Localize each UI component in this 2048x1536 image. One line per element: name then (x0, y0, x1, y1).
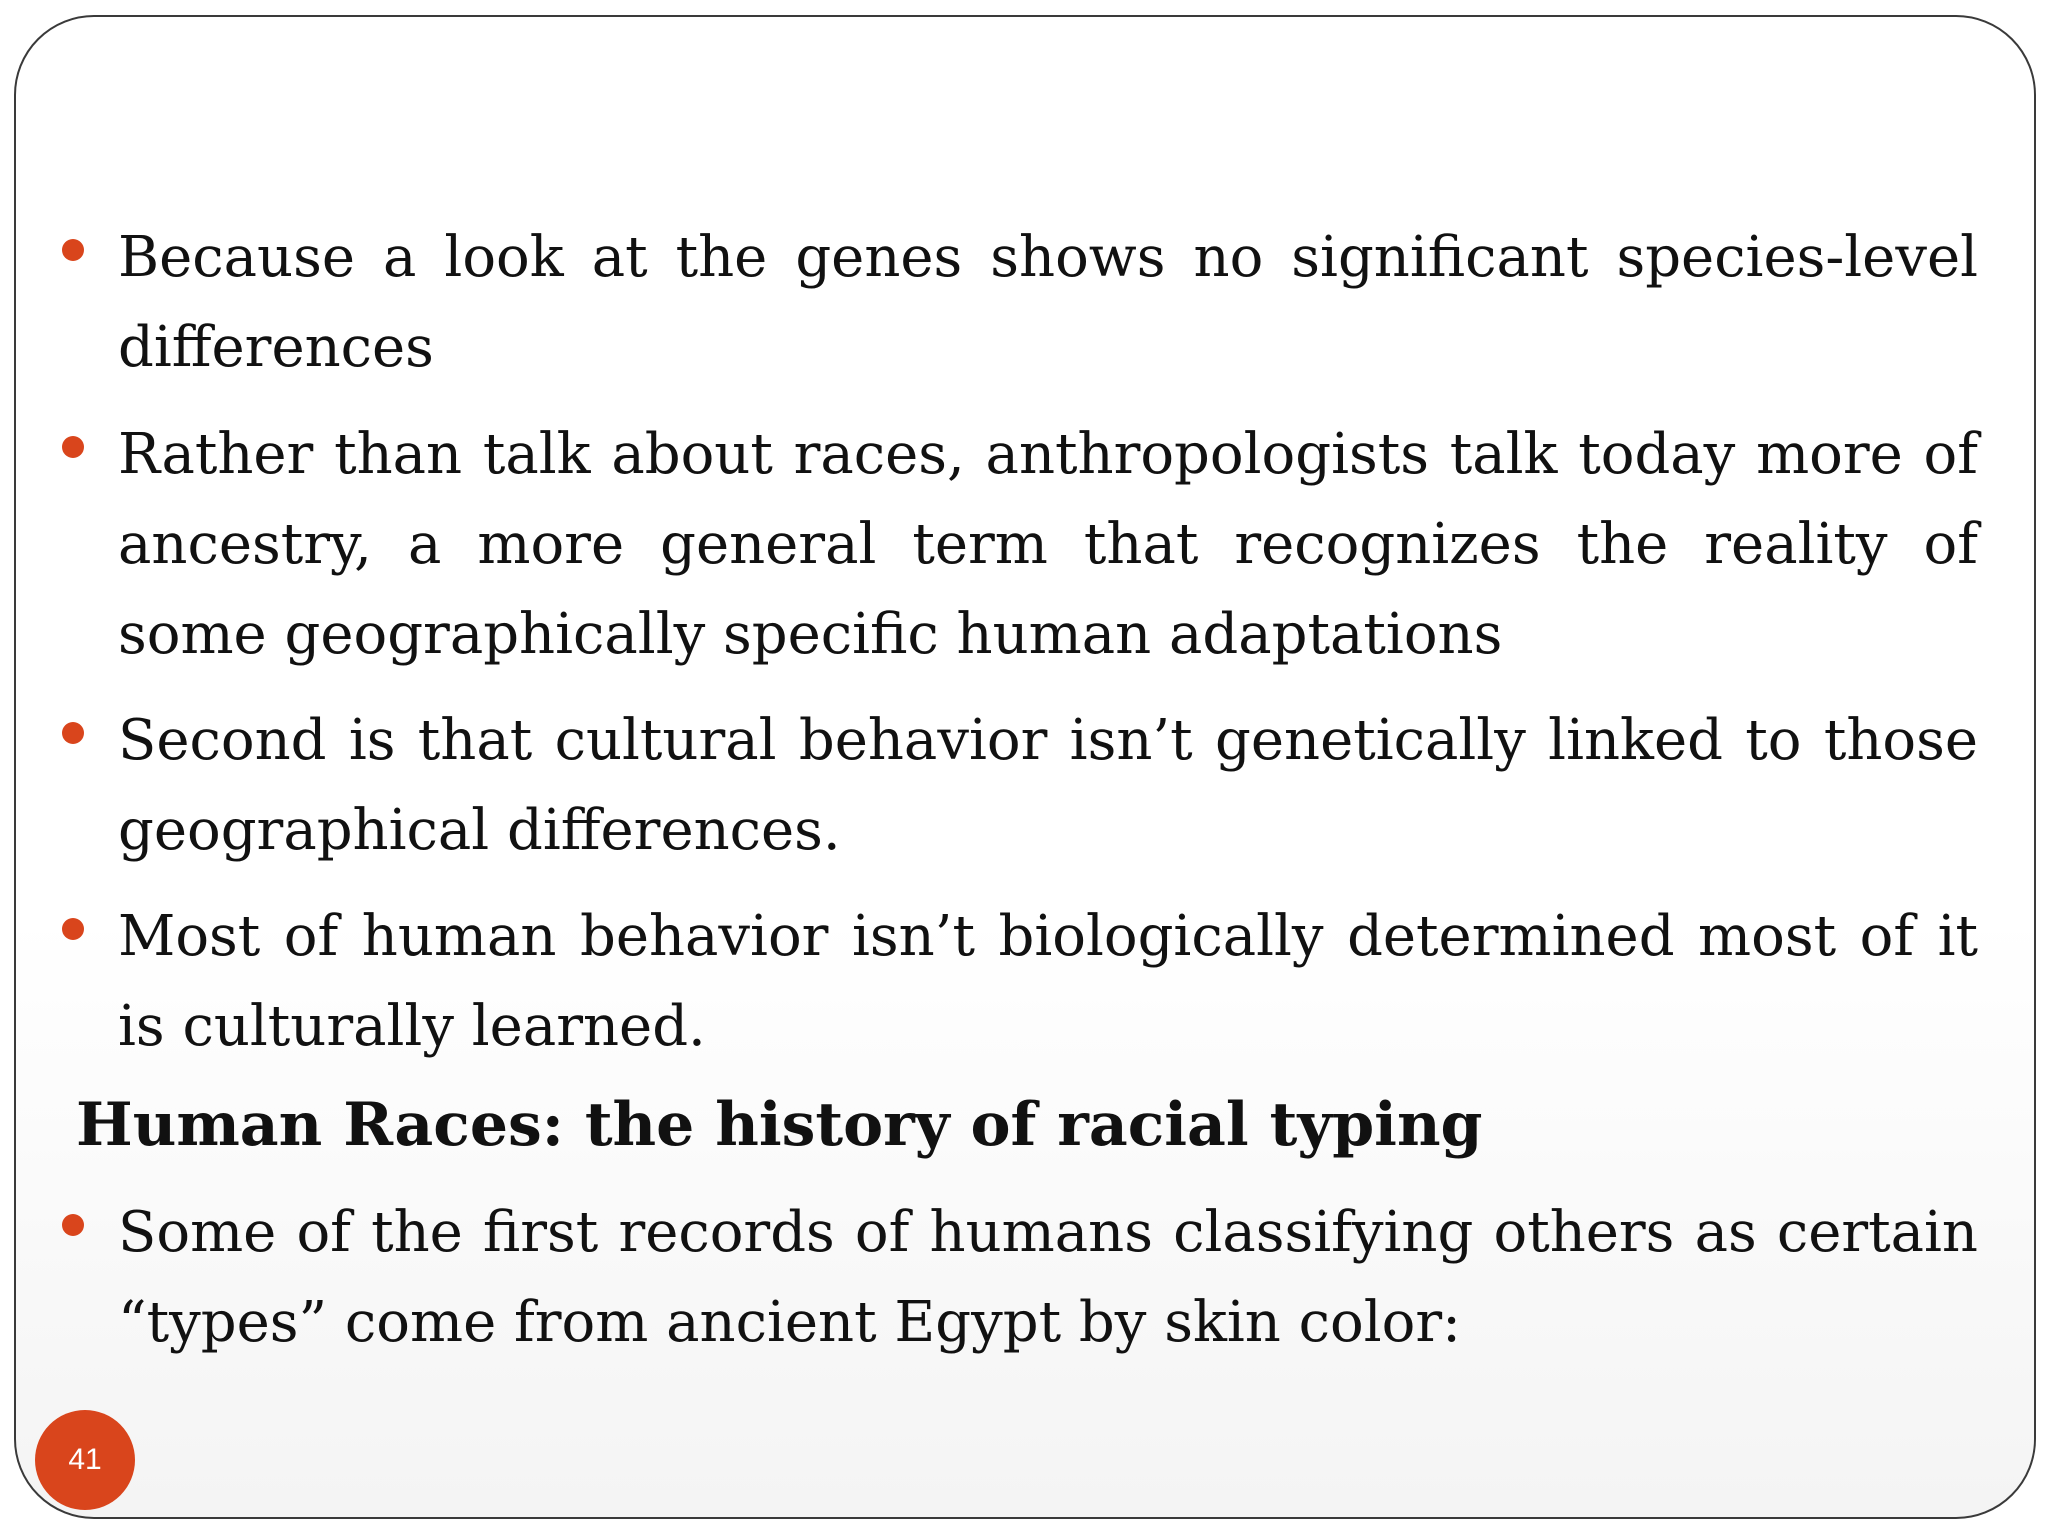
bullet-item-4: Most of human behavior isn’t biologically determined most of it is culturally learned. (118, 904, 1978, 1059)
bullet-item-1: Because a look at the genes shows no significant species-level differences (118, 225, 1978, 380)
page-number: 41 (68, 1443, 102, 1476)
bullet-icon (62, 722, 84, 744)
slide-frame (14, 15, 2036, 1519)
bullet-icon (62, 239, 84, 261)
bullet-item-2: Rather than talk about races, anthropologists talk today more of ancestry, a more general term that recognizes the reality of some geographically specific human adaptations (118, 422, 1978, 667)
bullet-icon (62, 918, 84, 940)
page-number-badge (35, 1410, 135, 1510)
slide-content (16, 17, 2034, 1517)
bullet-icon (62, 436, 84, 458)
bullet-icon (62, 1214, 84, 1236)
bullet-item-3: Second is that cultural behavior isn’t genetically linked to those geographical differences. (118, 708, 1978, 863)
section-heading: Human Races: the history of racial typing (76, 1090, 1483, 1160)
bullet-item-5: Some of the first records of humans classifying others as certain “types” come from ancient Egypt by skin color: (118, 1200, 1978, 1355)
